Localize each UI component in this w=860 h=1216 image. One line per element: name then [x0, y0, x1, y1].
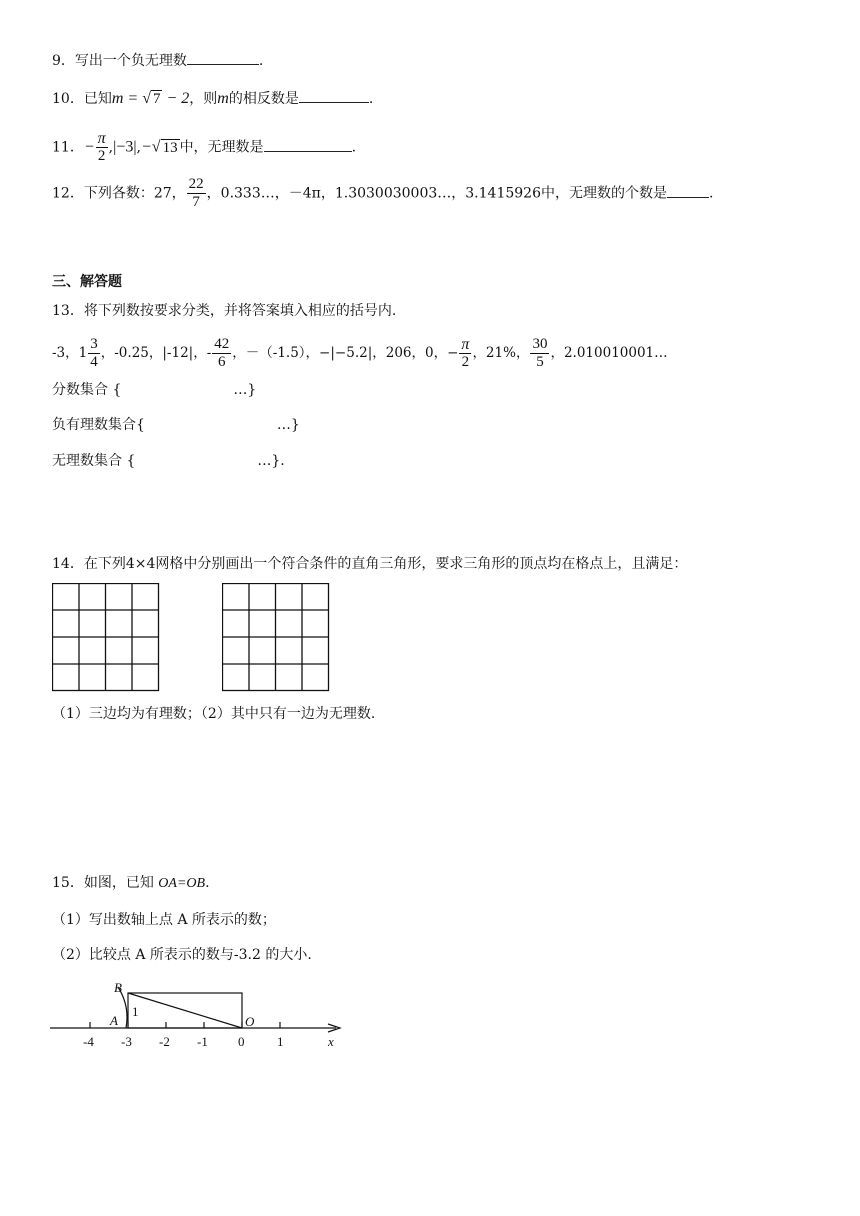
tick-label: -3 [121, 1034, 132, 1049]
point-o-label: O [245, 1014, 255, 1029]
side-label: 1 [132, 1004, 139, 1019]
answer-blank[interactable] [264, 137, 352, 152]
question-14-conditions: （1）三边均为有理数；（2）其中只有一边为无理数. [52, 706, 376, 722]
question-12: 12．下列各数：27， $\frac{22}{7}$ ，0.333…，－4π，1.3030030003…，3.1415926中，无理数的个数是 . [52, 176, 714, 210]
irrational-set: 无理数集合 { …}. [52, 453, 285, 469]
question-13 [52, 301, 396, 321]
question-14 [52, 554, 687, 574]
fraction-set: 分数集合 { …} [52, 382, 257, 398]
number-line-figure [40, 974, 360, 1054]
tick-label: -4 [83, 1034, 94, 1049]
grid-4x4-right[interactable] [222, 583, 330, 692]
question-number: 9． [52, 53, 75, 69]
question-11: 11．− $\frac{\pi}{2}$ ,|−3|,−√ 13 中，无理数是 . [52, 130, 357, 164]
answer-blank[interactable] [299, 88, 369, 103]
fraction-42-over-6: $\frac{42}{6}$ [214, 336, 230, 370]
fraction-30-over-5: $\frac{30}{5}$ [532, 336, 548, 370]
answer-blank[interactable] [187, 50, 259, 65]
section-heading: 三、解答题 [52, 274, 122, 290]
grid-4x4-left[interactable] [52, 583, 160, 692]
question-number: 15． [52, 875, 84, 891]
point-a-label: A [110, 1013, 118, 1028]
axis-label: x [328, 1034, 334, 1049]
point-b-label: B [114, 980, 122, 995]
mixed-fraction: $\frac{3}{4}$ [90, 336, 98, 370]
tick-label: 0 [238, 1034, 245, 1049]
question-10: 10．已知m = √ 7 − 2，则m的相反数是 . [52, 90, 374, 107]
question-15-part-1: （1）写出数轴上点 A 所表示的数； [52, 912, 276, 928]
question-number: 10． [52, 91, 84, 107]
question-number: 11． [52, 139, 84, 156]
question-15: 15．如图，已知 OA=OB. [52, 875, 210, 891]
question-number: 12． [52, 185, 84, 202]
question-text: 将下列数按要求分类，并将答案填入相应的括号内. [83, 303, 397, 319]
tick-label: 1 [277, 1034, 284, 1049]
negative-rational-set: 负有理数集合{ …} [52, 417, 300, 433]
question-text: 在下列4×4网格中分别画出一个符合条件的直角三角形，要求三角形的顶点均在格点上，且满足： [83, 556, 688, 572]
question-number: 13． [52, 303, 84, 319]
tick-label: -1 [197, 1034, 208, 1049]
number-list: -3，1 $\frac{3}{4}$ ，-0.25，|-12|，- $\frac{42}{6}$ ，－（-1.5），−|−5.2|，206，0，− $\frac{\pi}{2}$ ，21%， $\frac{30}{5}$ ，2.010010001… [52, 336, 668, 370]
segment-ob [128, 993, 242, 1028]
question-9: 9．写出一个负无理数 . [52, 50, 263, 71]
question-text: 写出一个负无理数 [74, 53, 187, 69]
fraction-22-over-7: $\frac{22}{7}$ [188, 176, 204, 210]
fraction-pi-over-2: $\frac{\pi}{2}$ [461, 336, 470, 370]
answer-blank[interactable] [667, 183, 709, 198]
question-number: 14． [52, 556, 84, 572]
question-15-part-2: （2）比较点 A 所表示的数与-3.2 的大小. [52, 947, 312, 963]
tick-label: -2 [159, 1034, 170, 1049]
fraction-pi-over-2: $\frac{\pi}{2}$ [97, 130, 106, 164]
